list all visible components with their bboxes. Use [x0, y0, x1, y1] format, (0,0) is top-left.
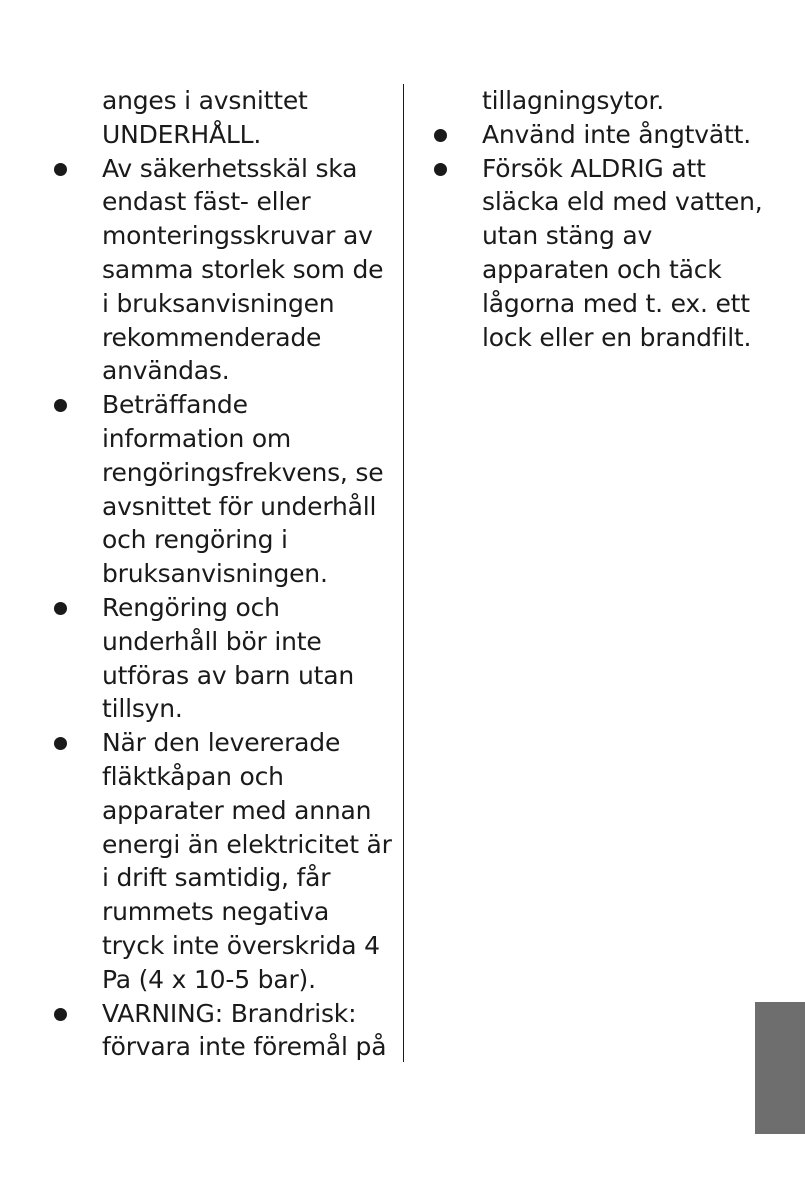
- text-line: lock eller en brandfilt.: [482, 322, 752, 352]
- text-line: fläktkåpan och: [102, 761, 284, 791]
- text-line: underhåll bör inte: [102, 626, 322, 656]
- text-line: utan stäng av: [482, 221, 653, 251]
- text-line: tillsyn.: [102, 694, 183, 724]
- text-line: Pa (4 x 10-5 bar).: [102, 964, 316, 994]
- text-line: apparater med annan: [102, 795, 372, 825]
- section-tab-marker: [755, 1002, 805, 1134]
- text-line: energi än elektricitet är: [102, 829, 392, 859]
- text-line: endast fäst- eller: [102, 187, 311, 217]
- text-line: Av säkerhetsskäl ska: [102, 153, 358, 183]
- text-line: monteringsskruvar av: [102, 221, 373, 251]
- text-line: Använd inte ångtvätt.: [482, 119, 751, 149]
- text-line: rengöringsfrekvens, se: [102, 457, 384, 487]
- text-line: tryck inte överskrida 4: [102, 930, 380, 960]
- text-line: VARNING: Brandrisk:: [102, 998, 357, 1028]
- text-line: tillagningsytor.: [482, 86, 664, 115]
- list-item: [426, 152, 796, 186]
- text-line: UNDERHÅLL.: [102, 119, 262, 149]
- text-line: Beträffande: [102, 390, 248, 420]
- list-item: [426, 118, 796, 152]
- text-line: Rengöring och: [102, 592, 280, 622]
- text-line: information om: [102, 423, 292, 453]
- text-line: och rengöring i: [102, 525, 288, 555]
- bullet-icon: [54, 163, 67, 176]
- list-item: [48, 388, 393, 422]
- text-line: samma storlek som de: [102, 254, 384, 284]
- text-line: släcka eld med vatten,: [482, 187, 763, 217]
- text-line: Försök ALDRIG att: [482, 153, 706, 183]
- text-line: När den levererade: [102, 728, 341, 758]
- text-line: apparaten och täck: [482, 254, 722, 284]
- text-line: lågorna med t. ex. ett: [482, 288, 750, 318]
- text-line: anges i avsnittet: [102, 86, 308, 115]
- bullet-icon: [434, 163, 447, 176]
- text-line: rummets negativa: [102, 897, 330, 927]
- right-column: [426, 84, 796, 354]
- bullet-icon: [54, 602, 67, 615]
- list-item: [48, 152, 393, 186]
- text-line: bruksanvisningen.: [102, 559, 328, 589]
- text-line: användas.: [102, 356, 230, 386]
- bullet-icon: [54, 1008, 67, 1021]
- text-line: i bruksanvisningen: [102, 288, 335, 318]
- bullet-icon: [54, 737, 67, 750]
- text-line: i drift samtidig, får: [102, 863, 331, 893]
- list-item: [48, 591, 393, 625]
- bullet-icon: [434, 129, 447, 142]
- text-line: rekommenderade: [102, 322, 322, 352]
- left-column: [48, 84, 393, 1064]
- column-divider: [403, 84, 404, 1062]
- text-line: förvara inte föremål på: [102, 1032, 387, 1062]
- list-item: [48, 997, 393, 1031]
- bullet-icon: [54, 399, 67, 412]
- text-line: utföras av barn utan: [102, 660, 355, 690]
- text-line: avsnittet för underhåll: [102, 491, 377, 521]
- list-item: [48, 726, 393, 760]
